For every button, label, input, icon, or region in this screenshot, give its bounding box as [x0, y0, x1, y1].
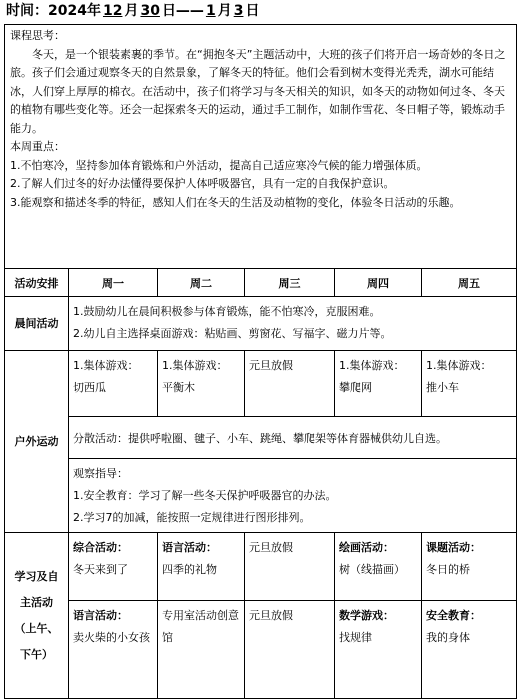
end-day: 3 — [233, 3, 244, 19]
guide-title: 观察指导： — [73, 467, 128, 480]
day-word: 日 — [245, 3, 260, 19]
game-title: 1.集体游戏： — [426, 359, 492, 372]
outdoor-free-row — [5, 417, 517, 459]
outdoor-guide-row — [5, 459, 517, 533]
weekly-focus-title: 本周重点： — [10, 140, 65, 153]
study-body: 我的身体 — [426, 631, 470, 644]
study-body: 四季的礼物 — [162, 563, 217, 576]
end-month: 1 — [205, 3, 216, 19]
morning-line: 2.幼儿自主选择桌面游戏：粘贴画、剪窗花、写福字、磁力片等。 — [73, 327, 392, 340]
outdoor-game-fri — [422, 351, 517, 417]
outdoor-game-wed — [245, 351, 335, 417]
game-name: 平衡木 — [162, 381, 195, 394]
study-body: 专用室活动创意馆 — [162, 609, 239, 644]
header-monday: 周一 — [69, 269, 158, 297]
study-thu-1 — [335, 533, 422, 601]
study-tue-1 — [158, 533, 245, 601]
game-name: 切西瓜 — [73, 381, 106, 394]
study-row-2 — [5, 601, 517, 699]
outdoor-game-thu — [335, 351, 422, 417]
study-wed-2 — [245, 601, 335, 699]
study-tue-2 — [158, 601, 245, 699]
study-title: 语言活动： — [73, 609, 128, 622]
outdoor-game-tue — [158, 351, 245, 417]
study-thu-2 — [335, 601, 422, 699]
weekly-plan-table — [4, 24, 517, 699]
game-name: 推小车 — [426, 381, 459, 394]
study-title: 绘画活动： — [339, 541, 394, 554]
course-reflection — [5, 25, 517, 269]
study-wed-1 — [245, 533, 335, 601]
study-body: 元旦放假 — [249, 541, 293, 554]
header-activity: 活动安排 — [5, 269, 69, 297]
study-fri-1 — [422, 533, 517, 601]
game-name: 攀爬网 — [339, 381, 372, 394]
study-label-line: 下午） — [20, 647, 53, 661]
weekly-focus-item: 2.了解人们过冬的好办法懂得要保护人体呼吸器官，具有一定的自我保护意识。 — [10, 177, 395, 190]
game-title: 1.集体游戏： — [73, 359, 139, 372]
study-body: 元旦放假 — [249, 609, 293, 622]
study-row-1 — [5, 533, 517, 601]
date-range-header — [6, 0, 259, 22]
study-label-line: （上午、 — [14, 621, 59, 635]
study-label-line: 学习及自 — [14, 569, 59, 583]
start-month: 12 — [102, 3, 123, 19]
date-separator: 日—— — [161, 3, 204, 19]
month-word-1: 月 — [124, 3, 139, 19]
study-title: 安全教育： — [426, 609, 481, 622]
header-wednesday: 周三 — [245, 269, 335, 297]
outdoor-game-mon — [69, 351, 158, 417]
guide-item: 2.学习7的加减，能按照一定规律进行图形排列。 — [73, 511, 311, 524]
study-title: 数学游戏： — [339, 609, 394, 622]
outdoor-label: 户外运动 — [5, 351, 69, 533]
weekly-focus-item: 1.不怕寒冷，坚持参加体育锻炼和户外活动，提高自己适应寒冷气候的能力增强体质。 — [10, 158, 428, 172]
outdoor-games-row — [5, 351, 517, 417]
morning-line: 1.鼓励幼儿在晨间积极参与体育锻炼，能不怕寒冷，克服困难。 — [73, 305, 381, 318]
reflection-title: 课程思考： — [10, 29, 65, 42]
study-body: 树（线描画） — [339, 563, 405, 576]
start-day: 30 — [140, 3, 160, 19]
morning-label: 晨间活动 — [5, 297, 69, 351]
reflection-paragraph: 冬天，是一个银装素裹的季节。在“拥抱冬天”主题活动中，大班的孩子们将开启一场奇妙的冬日之旅。孩子们会通过观察冬天的自然景象，了解冬天的特征。他们会看到树木变得光秃秃，湖水可能结冰，人们穿上厚厚的棉衣。在活动中，孩子们将学习与冬天相关的知识，如冬天的动物如何过冬、冬天的植物有哪些变化等。还会一起探索冬天的运动，通过手工制作，如制作雪花、冬日帽子等，锻炼动手能力。 — [10, 47, 506, 135]
study-title: 综合活动： — [73, 541, 128, 554]
morning-row — [5, 297, 517, 351]
study-title: 课题活动： — [426, 541, 481, 554]
header-friday: 周五 — [422, 269, 517, 297]
game-title: 元旦放假 — [249, 359, 293, 372]
game-title: 1.集体游戏： — [162, 359, 228, 372]
outdoor-free-activity: 分散活动：提供呼啦圈、毽子、小车、跳绳、攀爬架等体育器械供幼儿自选。 — [69, 417, 517, 459]
game-title: 1.集体游戏： — [339, 359, 405, 372]
study-body: 找规律 — [339, 631, 372, 644]
study-title: 语言活动： — [162, 541, 217, 554]
date-prefix: 时间：2024年 — [6, 3, 101, 19]
study-label — [5, 533, 69, 699]
table-header-row — [5, 269, 517, 297]
guide-item: 1.安全教育：学习了解一些冬天保护呼吸器官的办法。 — [73, 489, 337, 502]
observation-guide — [69, 459, 517, 533]
study-body: 卖火柴的小女孩 — [73, 631, 150, 644]
month-word-2: 月 — [217, 3, 232, 19]
header-tuesday: 周二 — [158, 269, 245, 297]
morning-content — [69, 297, 517, 351]
study-label-line: 主活动 — [20, 595, 53, 609]
study-body: 冬天来到了 — [73, 563, 128, 576]
weekly-focus-item: 3.能观察和描述冬季的特征，感知人们在冬天的生活及动植物的变化，体验冬日活动的乐趣。 — [10, 195, 461, 209]
study-fri-2 — [422, 601, 517, 699]
header-thursday: 周四 — [335, 269, 422, 297]
study-body: 冬日的桥 — [426, 563, 470, 576]
study-mon-1 — [69, 533, 158, 601]
study-mon-2 — [69, 601, 158, 699]
